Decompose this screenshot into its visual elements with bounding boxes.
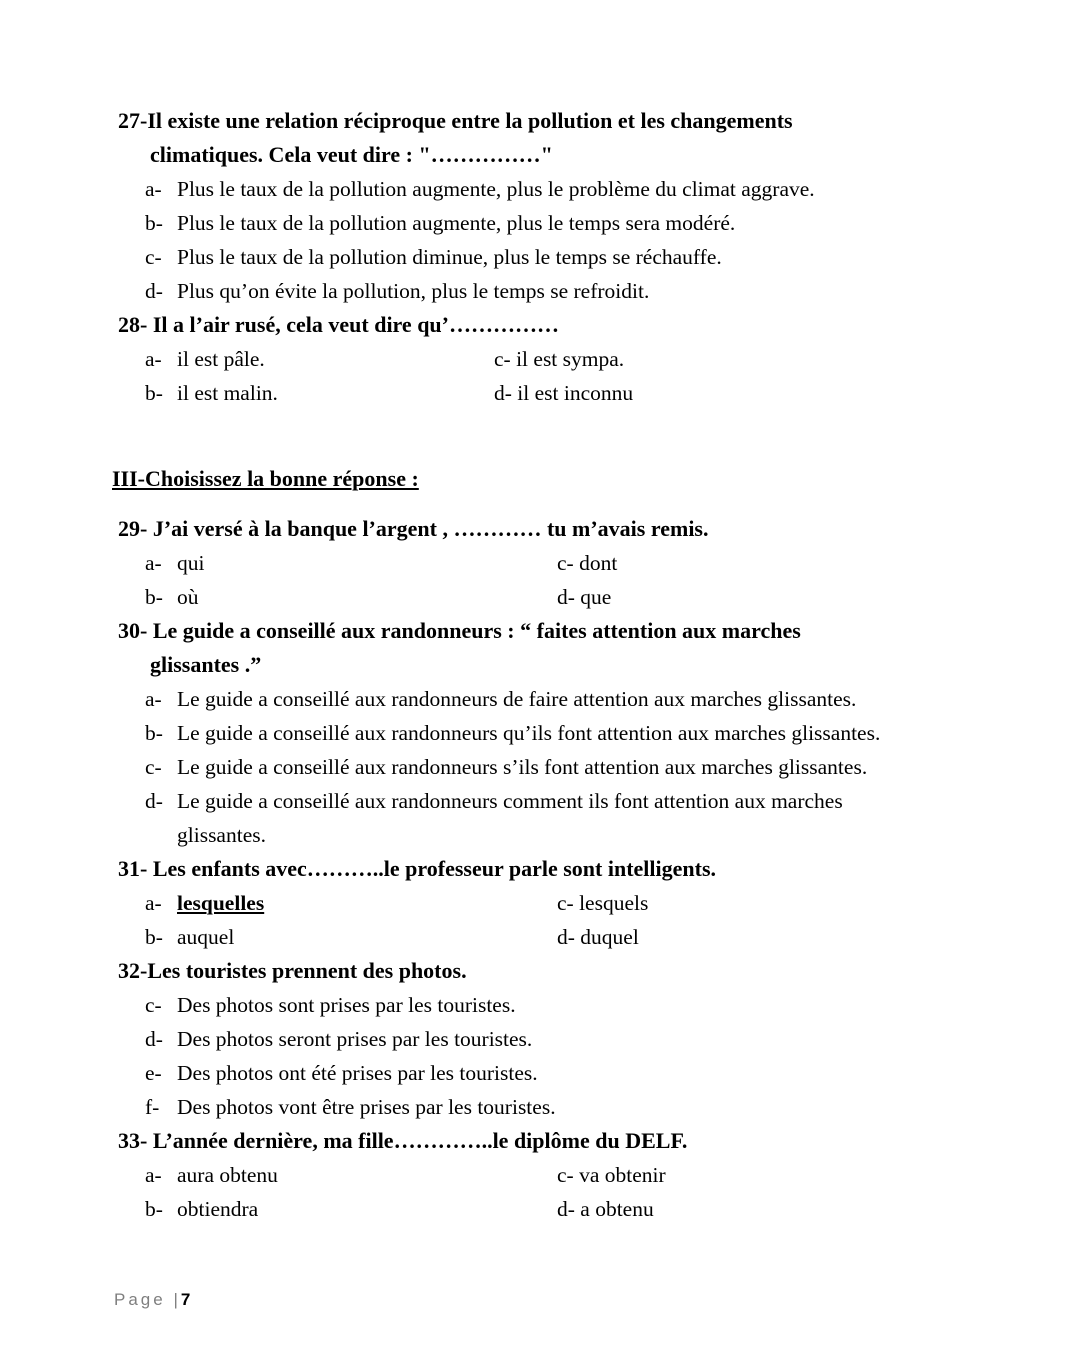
option-28b[interactable]: b- il est malin. (145, 381, 278, 405)
option-33a[interactable]: a- aura obtenu (145, 1163, 278, 1187)
section-heading: III-Choisissez la bonne réponse : (112, 466, 419, 491)
question-31 (118, 852, 716, 886)
option-31c[interactable]: c- lesquels (557, 891, 649, 915)
option-27c[interactable]: c- Plus le taux de la pollution diminue, plus le temps se réchauffe. (145, 245, 722, 269)
option-29b[interactable]: b- où (145, 585, 199, 609)
question-27-text-cont: climatiques. Cela veut dire : "……………" (150, 142, 553, 167)
question-30-text: 30- Le guide a conseillé aux randonneurs : “ faites attention aux marches (118, 618, 801, 643)
option-29a[interactable]: a- qui (145, 551, 205, 575)
option-31b[interactable]: b- auquel (145, 925, 235, 949)
question-33 (118, 1124, 687, 1158)
question-33-text: 33- L’année dernière, ma fille…………..le diplôme du DELF. (118, 1128, 688, 1153)
option-29c[interactable]: c- dont (557, 551, 618, 575)
question-30-text-cont: glissantes .” (150, 652, 262, 677)
option-31a[interactable]: a- lesquelles (145, 891, 265, 915)
page-separator: | (173, 1290, 181, 1309)
option-27d[interactable]: d- Plus qu’on évite la pollution, plus le temps se refroidit. (145, 279, 650, 303)
option-33b[interactable]: b- obtiendra (145, 1197, 259, 1221)
option-27a[interactable]: a- Plus le taux de la pollution augmente, plus le problème du climat aggrave. (145, 177, 815, 201)
option-30a[interactable]: a- Le guide a conseillé aux randonneurs de faire attention aux marches glissantes. (145, 687, 857, 711)
question-29 (118, 512, 709, 546)
option-28a[interactable]: a- il est pâle. (145, 347, 265, 371)
selected-answer: lesquelles (177, 891, 265, 915)
question-29-text: 29- J’ai versé à la banque l’argent , ………… tu m’avais remis. (118, 516, 709, 541)
option-32c[interactable]: c- Des photos sont prises par les touristes. (145, 993, 516, 1017)
option-33c[interactable]: c- va obtenir (557, 1163, 666, 1187)
option-27b[interactable]: b- Plus le taux de la pollution augmente, plus le temps sera modéré. (145, 211, 736, 235)
page-number: 7 (180, 1290, 191, 1309)
page-footer (114, 1290, 190, 1310)
option-28d[interactable]: d- il est inconnu (494, 381, 634, 405)
option-33d[interactable]: d- a obtenu (557, 1197, 654, 1221)
question-27 (118, 104, 793, 172)
option-30c[interactable]: c- Le guide a conseillé aux randonneurs s’ils font attention aux marches glissantes. (145, 755, 868, 779)
option-29d[interactable]: d- que (557, 585, 612, 609)
option-31d[interactable]: d- duquel (557, 925, 639, 949)
option-30d[interactable]: d- Le guide a conseillé aux randonneurs comment ils font attention aux marches glissantes. (145, 789, 843, 847)
question-28 (118, 308, 559, 342)
option-30b[interactable]: b- Le guide a conseillé aux randonneurs qu’ils font attention aux marches glissantes. (145, 721, 881, 745)
question-32-text: 32-Les touristes prennent des photos. (118, 958, 467, 983)
option-32e[interactable]: e- Des photos ont été prises par les touristes. (145, 1061, 538, 1085)
option-32f[interactable]: f- Des photos vont être prises par les touristes. (145, 1095, 556, 1119)
question-28-text: 28- Il a l’air rusé, cela veut dire qu’…………… (118, 312, 559, 337)
question-31-text: 31- Les enfants avec………..le professeur parle sont intelligents. (118, 856, 717, 881)
question-32 (118, 954, 467, 988)
option-32d[interactable]: d- Des photos seront prises par les touristes. (145, 1027, 533, 1051)
question-30 (118, 614, 801, 682)
question-27-text: 27-Il existe une relation réciproque entre la pollution et les changements (118, 108, 793, 133)
page-label: Page (114, 1290, 166, 1309)
option-28c[interactable]: c- il est sympa. (494, 347, 625, 371)
